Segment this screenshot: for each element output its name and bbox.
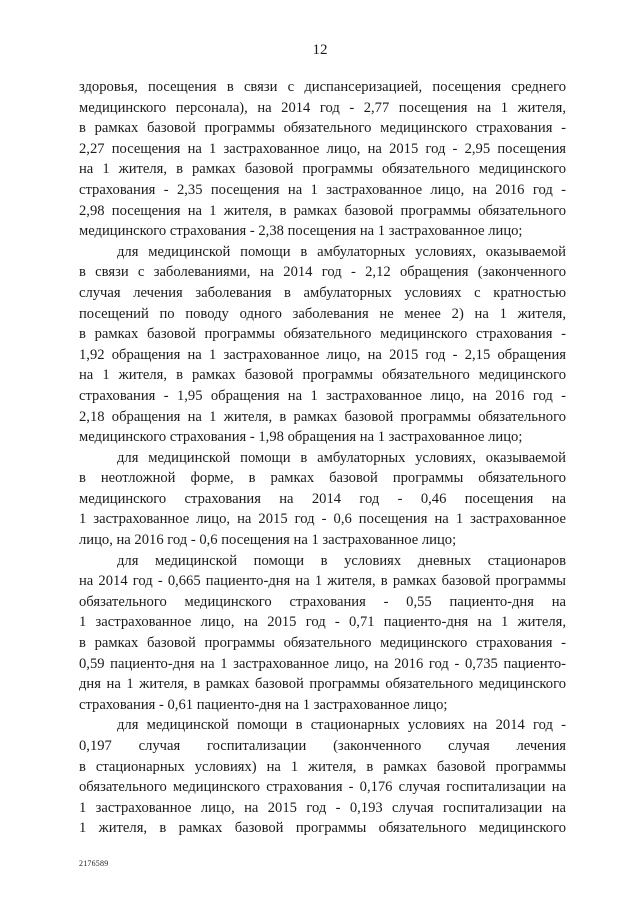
text-line: в неотложной форме, в рамках базовой программы обязательного — [79, 470, 566, 487]
text-line: страхования - 0,61 пациенто-дня на 1 застрахованное лицо; — [79, 696, 448, 713]
text-line: 1 застрахованное лицо, на 2015 год - 0,193 случая госпитализации на — [79, 799, 566, 816]
text-line: в рамках базовой программы обязательного медицинского страхования - — [79, 120, 566, 137]
text-line: 1 застрахованное лицо, на 2015 год - 0,6 посещения на 1 застрахованное — [79, 511, 566, 528]
text-line: на 1 жителя, в рамках базовой программы обязательного медицинского — [79, 161, 566, 178]
body-text — [79, 77, 566, 839]
paragraph — [79, 551, 566, 716]
text-line: медицинского страхования - 1,98 обращения на 1 застрахованное лицо; — [79, 429, 523, 446]
text-line: страхования - 1,95 обращения на 1 застрахованное лицо, на 2016 год - — [79, 387, 566, 404]
paragraph — [79, 715, 566, 839]
text-line: в связи с заболеваниями, на 2014 год - 2,12 обращения (законченного — [79, 264, 566, 281]
text-line: в рамках базовой программы обязательного медицинского страхования - — [79, 635, 566, 652]
text-line: для медицинской помощи в условиях дневных стационаров — [117, 552, 566, 569]
text-line: 2,98 посещения на 1 жителя, в рамках базовой программы обязательного — [79, 202, 566, 219]
text-line: медицинского страхования - 2,38 посещения на 1 застрахованное лицо; — [79, 223, 523, 240]
text-line: случая лечения заболевания в амбулаторных условиях с кратностью — [79, 284, 566, 301]
text-line: лицо, на 2016 год - 0,6 посещения на 1 застрахованное лицо; — [79, 532, 457, 549]
text-line: 1 жителя, в рамках базовой программы обязательного медицинского — [79, 820, 566, 837]
text-line: на 2014 год - 0,665 пациенто-дня на 1 жителя, в рамках базовой программы — [79, 573, 566, 590]
document-code: 2176589 — [79, 859, 109, 868]
text-line: дня на 1 жителя, в рамках базовой программы обязательного медицинского — [79, 676, 566, 693]
text-line: страхования - 2,35 посещения на 1 застрахованное лицо, на 2016 год - — [79, 181, 566, 198]
text-line: здоровья, посещения в связи с диспансеризацией, посещения среднего — [79, 79, 566, 95]
text-line: 2,27 посещения на 1 застрахованное лицо, на 2015 год - 2,95 посещения — [79, 140, 566, 157]
text-line: посещений по поводу одного заболевания не менее 2) на 1 жителя, — [79, 305, 566, 322]
paragraph — [79, 242, 566, 448]
text-line: медицинского страхования на 2014 год - 0,46 посещения на — [79, 490, 566, 507]
text-line: 1 застрахованное лицо, на 2015 год - 0,71 пациенто-дня на 1 жителя, — [79, 614, 566, 631]
text-line: в стационарных условиях) на 1 жителя, в рамках базовой программы — [79, 758, 566, 775]
text-line: в рамках базовой программы обязательного медицинского страхования - — [79, 326, 566, 343]
paragraph — [79, 77, 566, 242]
text-line: обязательного медицинского страхования - 0,55 пациенто-дня на — [79, 593, 566, 610]
text-line: для медицинской помощи в амбулаторных условиях, оказываемой — [117, 243, 566, 260]
text-line: обязательного медицинского страхования - 0,176 случая госпитализации на — [79, 779, 566, 796]
text-line: 0,197 случая госпитализации (законченного случая лечения — [79, 738, 566, 754]
text-line: для медицинской помощи в амбулаторных условиях, оказываемой — [117, 449, 566, 466]
page-number: 12 — [312, 42, 328, 58]
text-line: 0,59 пациенто-дня на 1 застрахованное лицо, на 2016 год - 0,735 пациенто- — [79, 655, 566, 672]
text-line: 1,92 обращения на 1 застрахованное лицо, на 2015 год - 2,15 обращения — [79, 346, 566, 363]
paragraph — [79, 448, 566, 551]
text-line: медицинского персонала), на 2014 год - 2,77 посещения на 1 жителя, — [79, 99, 566, 116]
text-line: на 1 жителя, в рамках базовой программы обязательного медицинского — [79, 367, 566, 384]
text-line: для медицинской помощи в стационарных условиях на 2014 год - — [117, 717, 566, 734]
text-line: 2,18 обращения на 1 жителя, в рамках базовой программы обязательного — [79, 408, 566, 425]
